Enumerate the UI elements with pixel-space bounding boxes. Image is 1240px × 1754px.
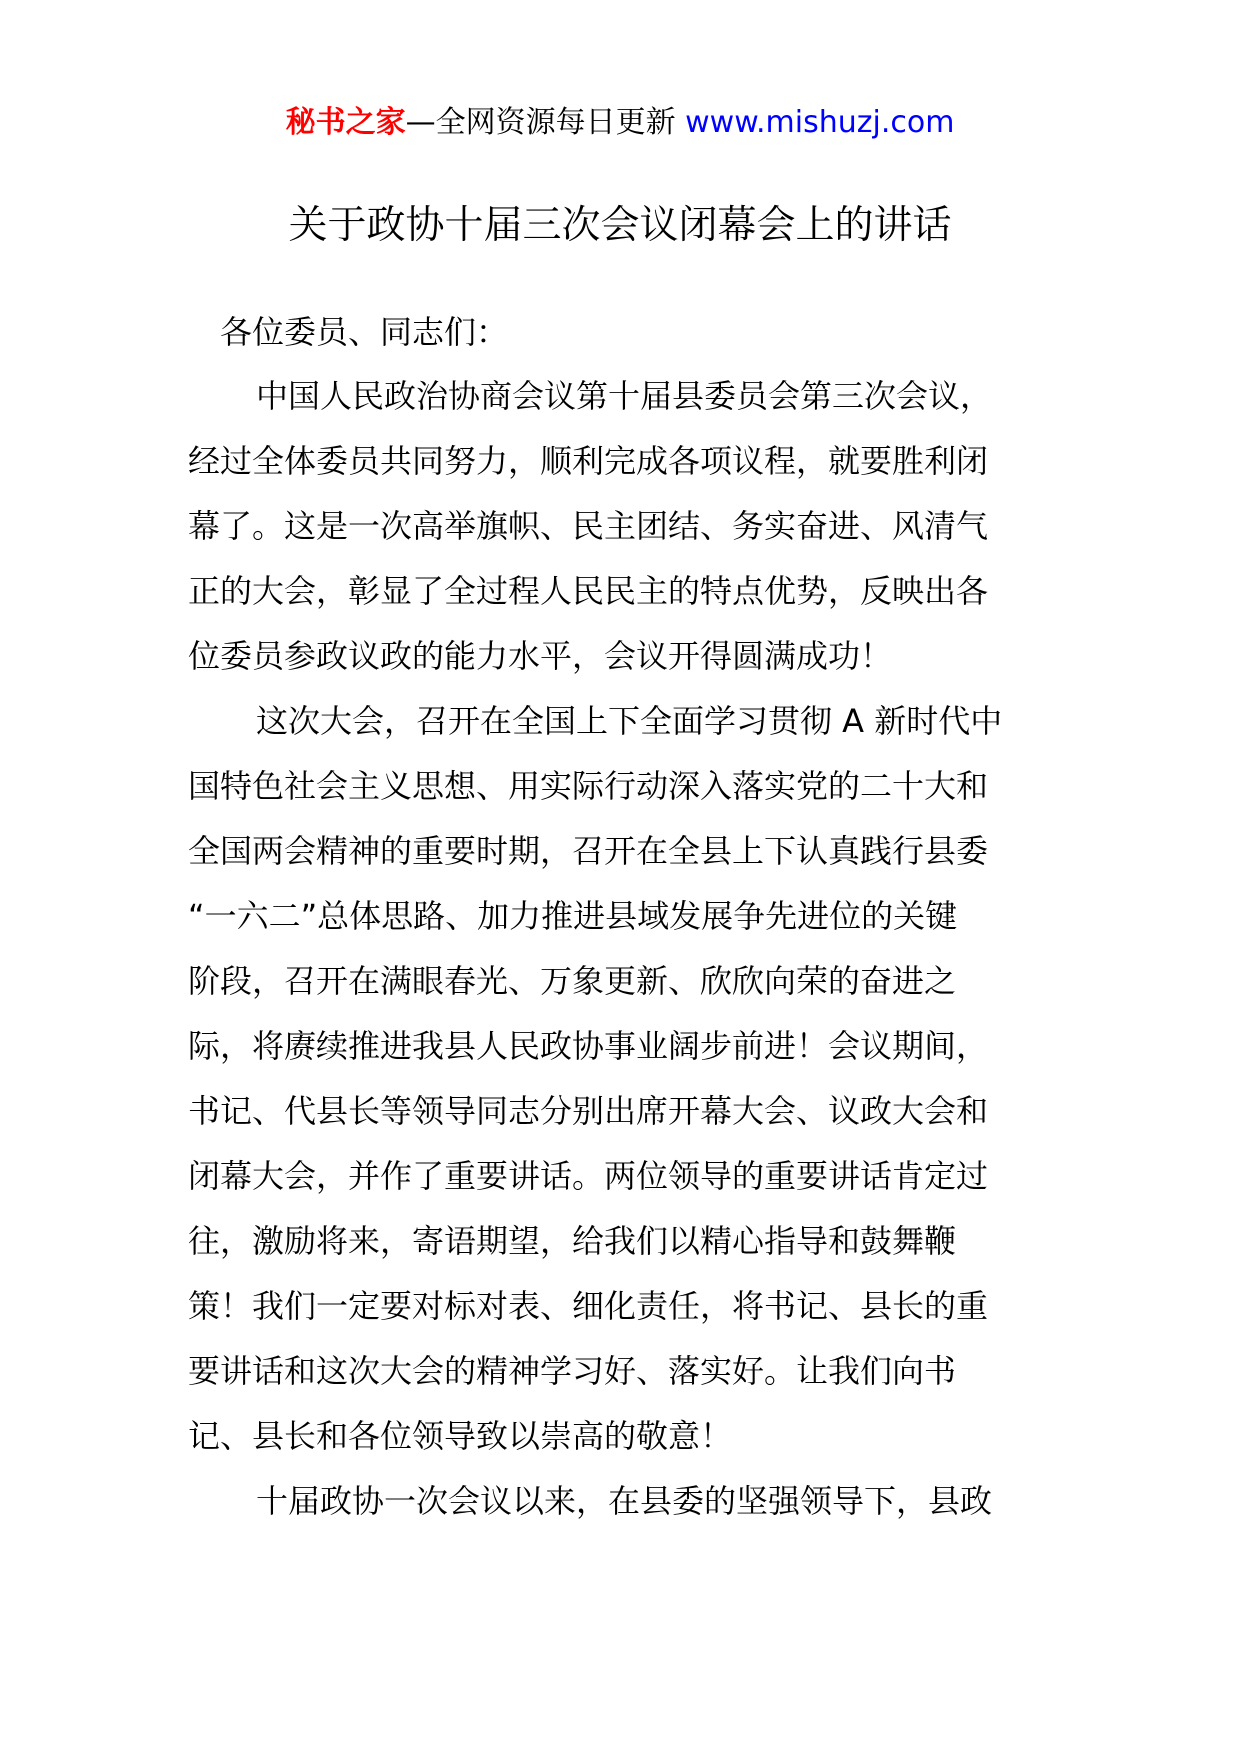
paragraph-line: 书记、代县长等领导同志分别出席开幕大会、议政大会和 <box>188 1092 989 1130</box>
paragraph-line: 经过全体委员共同努力，顺利完成各项议程，就要胜利闭 <box>188 442 989 480</box>
salutation: 各位委员、同志们： <box>220 313 509 351</box>
site-url-link[interactable]: www.mishuzj.com <box>685 105 955 140</box>
paragraph-line: 这次大会，召开在全国上下全面学习贯彻 A 新时代中 <box>256 702 1003 740</box>
paragraph <box>188 1469 1054 1534</box>
paragraph-line: 全国两会精神的重要时期，召开在全县上下认真践行县委 <box>188 832 989 870</box>
paragraph-line: “一六二”总体思路、加力推进县域发展争先进位的关键 <box>188 897 958 935</box>
paragraph <box>188 364 1054 689</box>
header-tagline: —全网资源每日更新 <box>405 105 686 140</box>
paragraph-line: 际，将赓续推进我县人民政协事业阔步前进！会议期间， <box>188 1027 989 1065</box>
document-body <box>188 300 1054 1534</box>
paragraph-line: 正的大会，彰显了全过程人民民主的特点优势，反映出各 <box>188 572 989 610</box>
paragraph-line: 十届政协一次会议以来，在县委的坚强领导下，县政 <box>256 1482 993 1520</box>
paragraph <box>188 689 1054 1469</box>
paragraph-line: 要讲话和这次大会的精神学习好、落实好。让我们向书 <box>188 1352 957 1390</box>
paragraph-line: 往，激励将来，寄语期望，给我们以精心指导和鼓舞鞭 <box>188 1222 957 1260</box>
site-header <box>0 101 1240 145</box>
document-title: 关于政协十届三次会议闭幕会上的讲话 <box>288 203 952 248</box>
paragraph-line: 幕了。这是一次高举旗帜、民主团结、务实奋进、风清气 <box>188 507 989 545</box>
paragraph-line: 阶段，召开在满眼春光、万象更新、欣欣向荣的奋进之 <box>188 962 957 1000</box>
paragraph-line: 国特色社会主义思想、用实际行动深入落实党的二十大和 <box>188 767 989 805</box>
paragraph-line: 记、县长和各位领导致以崇高的敬意！ <box>188 1417 733 1455</box>
paragraph-line: 位委员参政议政的能力水平，会议开得圆满成功！ <box>188 637 893 675</box>
paragraph-line: 中国人民政治协商会议第十届县委员会第三次会议， <box>256 377 993 415</box>
paragraph-line: 策！我们一定要对标对表、细化责任，将书记、县长的重 <box>188 1287 989 1325</box>
brand-name: 秘书之家 <box>285 105 406 140</box>
paragraph-line: 闭幕大会，并作了重要讲话。两位领导的重要讲话肯定过 <box>188 1157 989 1195</box>
